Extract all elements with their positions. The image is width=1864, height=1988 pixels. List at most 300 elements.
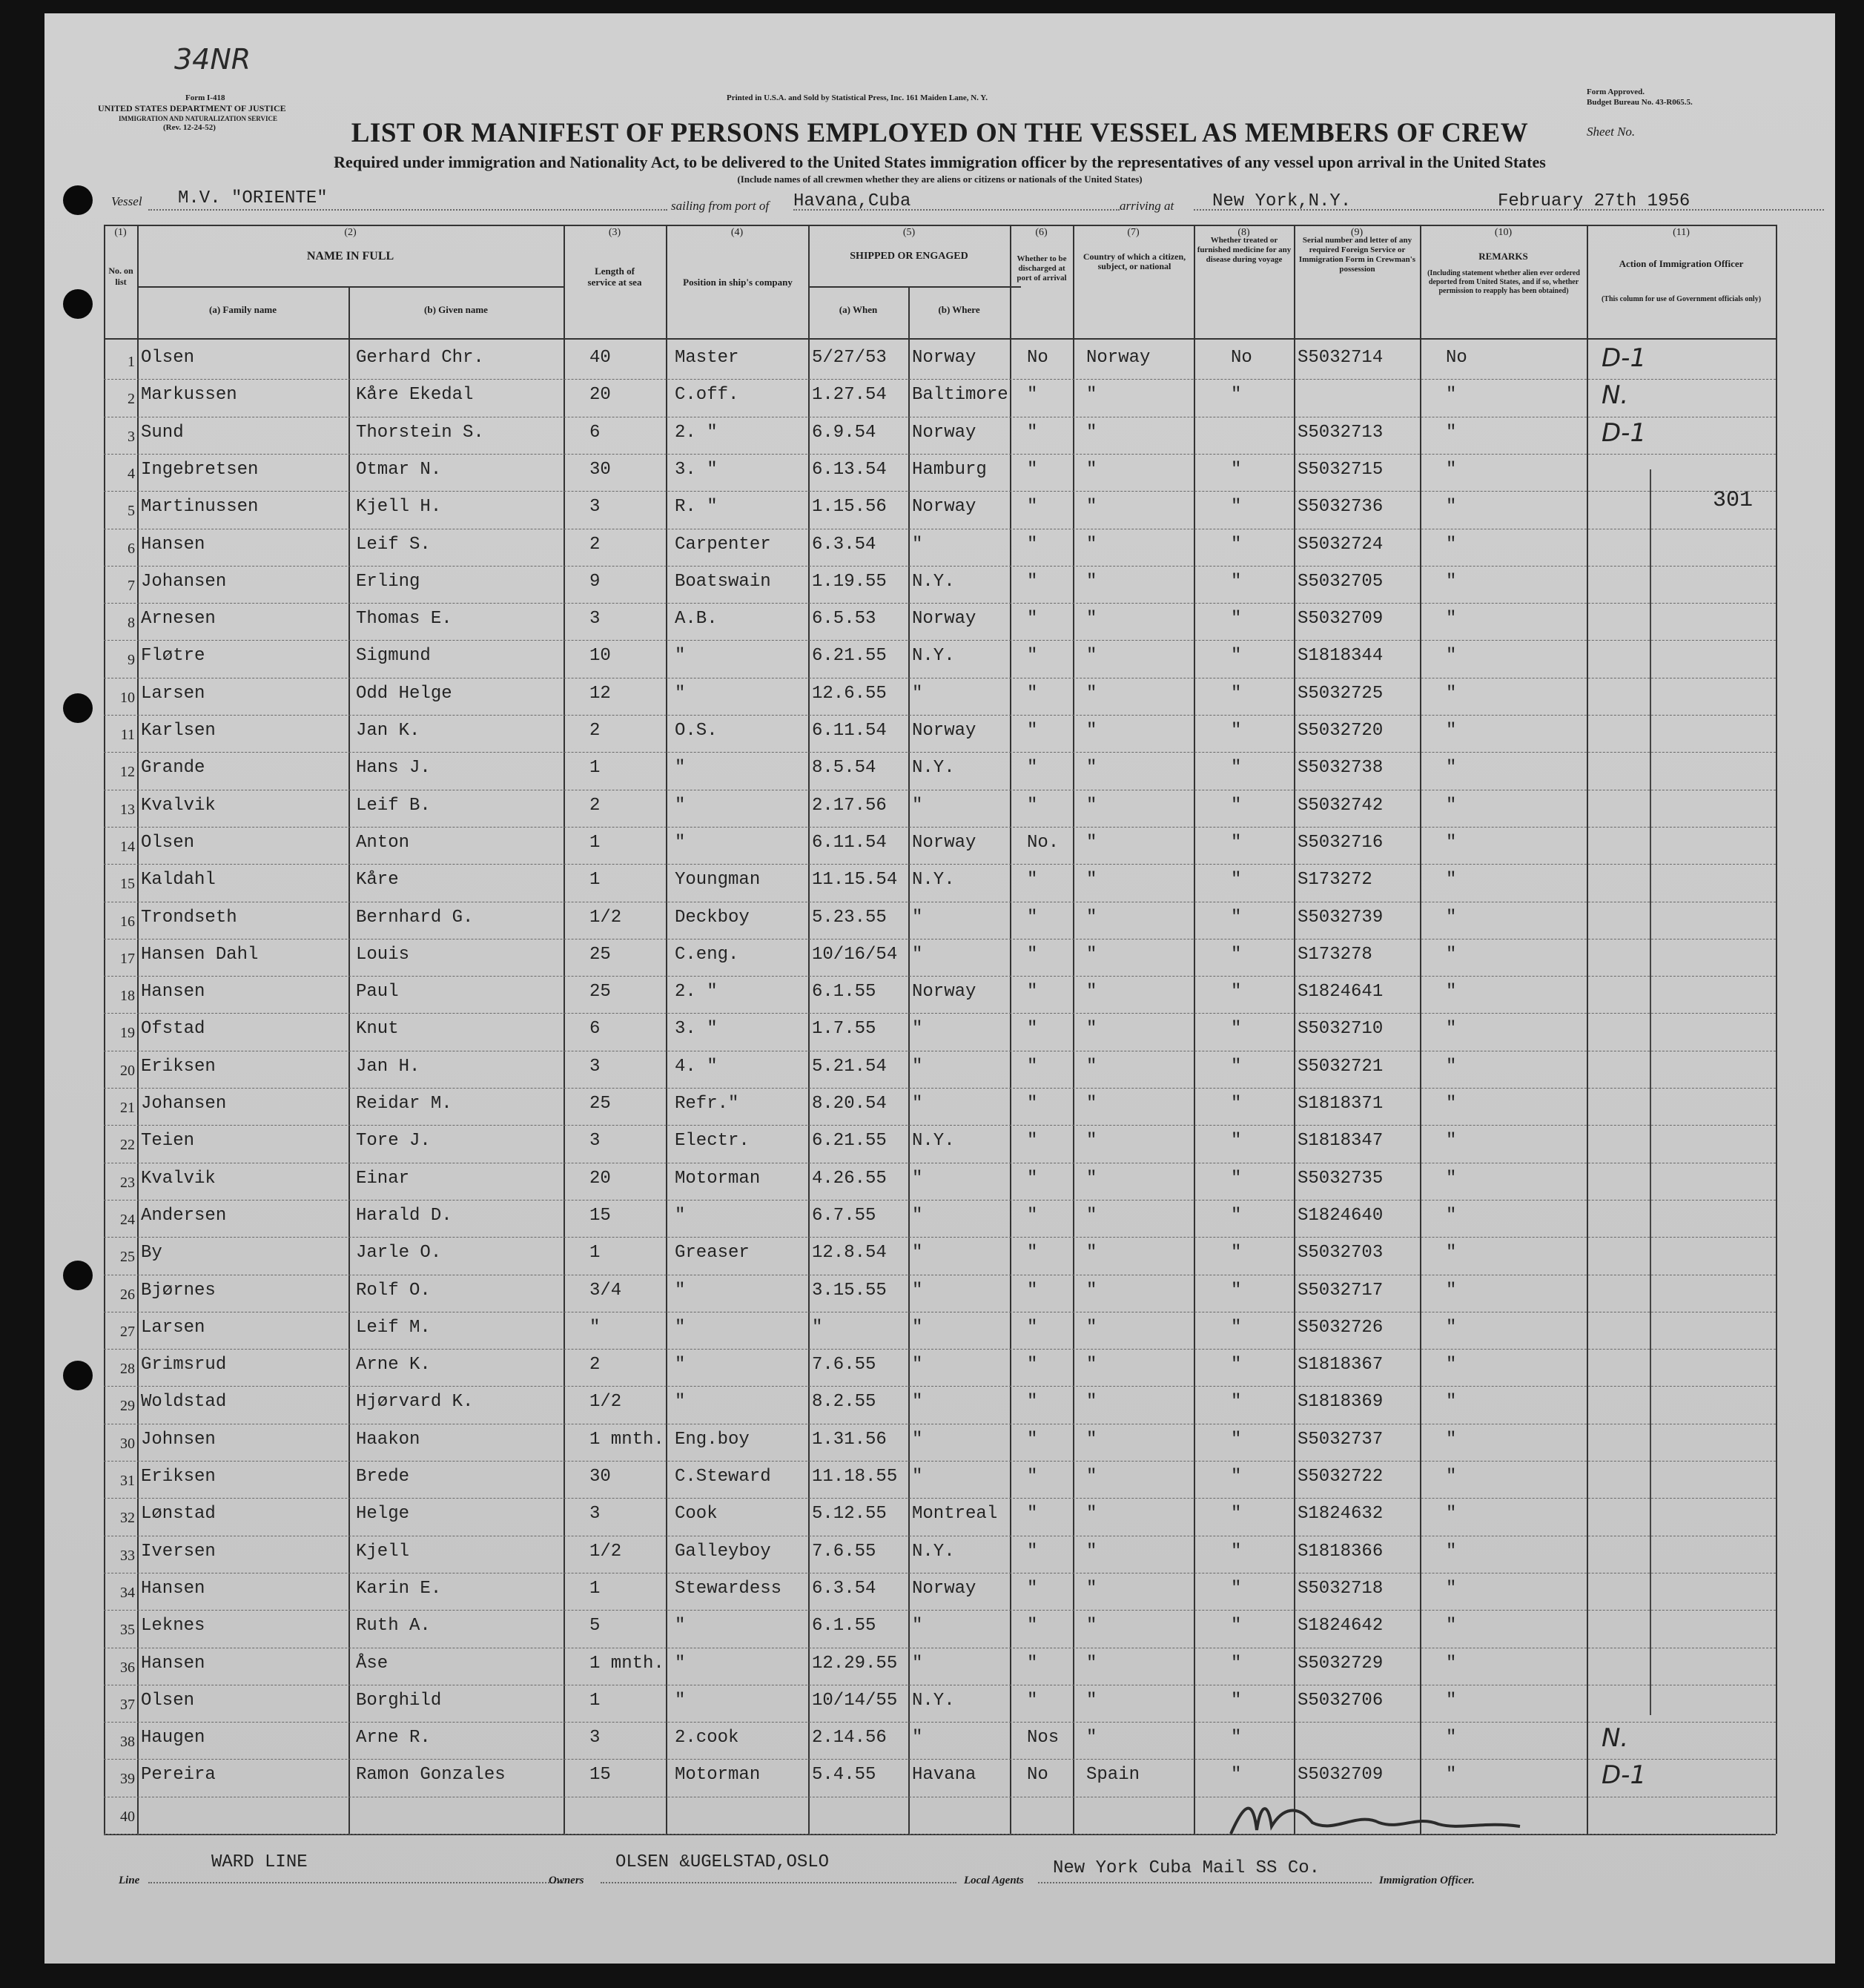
serial-number: S5032706 (1298, 1690, 1384, 1711)
length-of-service: 3/4 (589, 1280, 622, 1301)
shipped-where: " (912, 1317, 923, 1338)
length-of-service: 2 (589, 534, 601, 555)
shipped-when: 7.6.55 (812, 1541, 876, 1562)
family-name: Ingebretsen (141, 459, 259, 480)
discharged: " (1027, 1504, 1038, 1525)
serial-number: S1818367 (1298, 1355, 1384, 1376)
remarks: No (1446, 348, 1467, 368)
discharged: Nos (1027, 1728, 1060, 1748)
length-of-service: 1/2 (589, 907, 622, 928)
length-of-service: 1/2 (589, 1541, 622, 1562)
remarks: " (1446, 1429, 1457, 1450)
shipped-when: 6.3.54 (812, 534, 876, 555)
header-name: NAME IN FULL (306, 250, 394, 262)
shipped-where: Havana (912, 1765, 976, 1786)
serial-number: S1824642 (1298, 1616, 1384, 1637)
shipped-where: " (912, 1205, 923, 1226)
serial-number: S5032713 (1298, 422, 1384, 443)
family-name: Lønstad (141, 1504, 216, 1525)
position: 3. " (675, 459, 718, 480)
remarks: " (1446, 646, 1457, 667)
officer-label: Immigration Officer. (1379, 1875, 1475, 1886)
length-of-service: 20 (589, 385, 611, 406)
country: " (1086, 1019, 1097, 1040)
country: " (1086, 646, 1097, 667)
given-name: Helge (356, 1504, 410, 1525)
length-of-service: 1 (589, 1243, 601, 1264)
remarks: " (1446, 1280, 1457, 1301)
position: " (675, 1392, 686, 1413)
immigration-action: N. (1602, 1723, 1629, 1754)
family-name: Karlsen (141, 721, 216, 741)
department: UNITED STATES DEPARTMENT OF JUSTICE (98, 103, 286, 113)
remarks: " (1446, 944, 1457, 965)
shipped-when: 6.1.55 (812, 982, 876, 1003)
treated: " (1231, 1504, 1242, 1525)
remarks: " (1446, 1653, 1457, 1674)
row-number: 17 (120, 950, 135, 967)
shipped-where: Norway (912, 609, 976, 630)
serial-number: S5032709 (1298, 609, 1384, 630)
vessel-name: M.V. "ORIENTE" (178, 188, 328, 208)
shipped-where: Norway (912, 1578, 976, 1599)
country: " (1086, 907, 1097, 928)
serial-number: S5032720 (1298, 721, 1384, 741)
length-of-service: 1 (589, 758, 601, 779)
family-name: Olsen (141, 1690, 195, 1711)
punch-hole (63, 289, 93, 319)
shipped-where: " (912, 1168, 923, 1189)
serial-number: S1818369 (1298, 1392, 1384, 1413)
length-of-service: 3 (589, 1728, 601, 1748)
length-of-service: 1 (589, 1690, 601, 1711)
given-name: Gerhard Chr. (356, 348, 484, 368)
serial-number: S1824640 (1298, 1205, 1384, 1226)
remarks: " (1446, 832, 1457, 853)
shipped-where: N.Y. (912, 870, 955, 891)
row-number: 3 (128, 428, 135, 445)
treated: " (1231, 832, 1242, 853)
remarks: " (1446, 459, 1457, 480)
treated: " (1231, 571, 1242, 592)
serial-number: S5032724 (1298, 534, 1384, 555)
remarks: " (1446, 1616, 1457, 1637)
country: " (1086, 497, 1097, 518)
remarks: " (1446, 1243, 1457, 1264)
discharged: " (1027, 497, 1038, 518)
shipped-when: 2.17.56 (812, 795, 887, 816)
serial-number: S5032710 (1298, 1019, 1384, 1040)
given-name: Leif M. (356, 1317, 431, 1338)
shipped-where: Norway (912, 721, 976, 741)
shipped-when: 6.1.55 (812, 1616, 876, 1637)
serial-number: S5032735 (1298, 1168, 1384, 1189)
remarks: " (1446, 907, 1457, 928)
discharged: " (1027, 1429, 1038, 1450)
shipped-where: " (912, 1280, 923, 1301)
punch-hole (63, 693, 93, 723)
remarks: " (1446, 1019, 1457, 1040)
treated: " (1231, 1243, 1242, 1264)
given-name: Rolf O. (356, 1280, 431, 1301)
treated: " (1231, 1355, 1242, 1376)
remarks: " (1446, 1765, 1457, 1786)
header-length: Length of service at sea (587, 265, 642, 288)
family-name: Martinussen (141, 497, 259, 518)
family-name: Hansen (141, 534, 205, 555)
remarks: " (1446, 1355, 1457, 1376)
officer-signature (1223, 1793, 1535, 1845)
header-no: No. on list (108, 265, 133, 287)
serial-number: S5032736 (1298, 497, 1384, 518)
given-name: Borghild (356, 1690, 442, 1711)
shipped-where: " (912, 1243, 923, 1264)
shipped-when: 11.15.54 (812, 870, 898, 891)
row-number: 6 (128, 540, 135, 557)
position: Eng.boy (675, 1429, 750, 1450)
line-value: WARD LINE (211, 1852, 308, 1872)
treated: " (1231, 907, 1242, 928)
row-number: 40 (120, 1808, 135, 1825)
serial-number: S5032705 (1298, 571, 1384, 592)
row-number: 24 (120, 1211, 135, 1228)
position: Boatswain (675, 571, 771, 592)
row-number: 11 (120, 727, 135, 743)
shipped-where: " (912, 683, 923, 704)
treated: " (1231, 497, 1242, 518)
shipped-when: 7.6.55 (812, 1355, 876, 1376)
row-number: 15 (120, 876, 135, 893)
family-name: Hansen (141, 1578, 205, 1599)
discharged: " (1027, 459, 1038, 480)
position: Motorman (675, 1168, 761, 1189)
row-number: 35 (120, 1622, 135, 1639)
shipped-when: 5.4.55 (812, 1765, 876, 1786)
punch-hole (63, 1261, 93, 1290)
shipped-where: Norway (912, 832, 976, 853)
discharged: " (1027, 1131, 1038, 1152)
discharged: " (1027, 1019, 1038, 1040)
position: 3. " (675, 1019, 718, 1040)
row-number: 9 (128, 652, 135, 669)
given-name: Anton (356, 832, 410, 853)
country: " (1086, 1429, 1097, 1450)
discharged: " (1027, 1317, 1038, 1338)
position: " (675, 1653, 686, 1674)
shipped-where: " (912, 1728, 923, 1748)
position: Electr. (675, 1131, 750, 1152)
position: " (675, 1205, 686, 1226)
row-number: 26 (120, 1286, 135, 1303)
position: " (675, 832, 686, 853)
header-treated: Whether treated or furnished medicine for any disease during voyage (1197, 236, 1292, 264)
discharged: " (1027, 534, 1038, 555)
sheet-label: Sheet No. (1587, 125, 1636, 139)
length-of-service: 20 (589, 1168, 611, 1189)
remarks: " (1446, 1317, 1457, 1338)
side-note: 301 (1713, 488, 1754, 513)
shipped-when: 12.6.55 (812, 683, 887, 704)
country: " (1086, 1541, 1097, 1562)
length-of-service: 2 (589, 721, 601, 741)
shipped-when: 6.5.53 (812, 609, 876, 630)
row-number: 13 (120, 801, 135, 818)
given-name: Kåre (356, 870, 399, 891)
given-name: Thorstein S. (356, 422, 484, 443)
serial-number: S5032726 (1298, 1317, 1384, 1338)
serial-number: S1818366 (1298, 1541, 1384, 1562)
family-name: Woldstad (141, 1392, 227, 1413)
row-number: 20 (120, 1062, 135, 1079)
position: 4. " (675, 1056, 718, 1077)
given-name: Karin E. (356, 1578, 442, 1599)
shipped-where: Baltimore (912, 385, 1008, 406)
discharged: " (1027, 1541, 1038, 1562)
shipped-when: 10/16/54 (812, 944, 898, 965)
shipped-where: " (912, 1616, 923, 1637)
remarks: " (1446, 721, 1457, 741)
remarks: " (1446, 1504, 1457, 1525)
treated: " (1231, 609, 1242, 630)
shipped-when: 6.21.55 (812, 1131, 887, 1152)
shipped-where: " (912, 1392, 923, 1413)
shipped-where: " (912, 1467, 923, 1487)
row-number: 28 (120, 1361, 135, 1378)
family-name: Kaldahl (141, 870, 216, 891)
shipped-when: 12.29.55 (812, 1653, 898, 1674)
country: " (1086, 1653, 1097, 1674)
serial-number: S5032718 (1298, 1578, 1384, 1599)
row-number: 39 (120, 1771, 135, 1788)
immigration-action: D-1 (1602, 343, 1647, 373)
header-family: (a) Family name (209, 304, 277, 315)
position: Deckboy (675, 907, 750, 928)
row-number: 1 (128, 354, 135, 370)
discharged: No (1027, 1765, 1048, 1786)
shipped-when: 3.15.55 (812, 1280, 887, 1301)
length-of-service: " (589, 1317, 601, 1338)
family-name: By (141, 1243, 162, 1264)
treated: " (1231, 944, 1242, 965)
given-name: Jan H. (356, 1056, 420, 1077)
position: " (675, 1317, 686, 1338)
country: " (1086, 1355, 1097, 1376)
serial-number: S5032716 (1298, 832, 1384, 853)
treated: " (1231, 1205, 1242, 1226)
remarks: " (1446, 1056, 1457, 1077)
position: Galleyboy (675, 1541, 771, 1562)
punch-hole (63, 185, 93, 215)
given-name: Einar (356, 1168, 410, 1189)
shipped-where: " (912, 1056, 923, 1077)
arrival-date: February 27th 1956 (1498, 191, 1691, 211)
country: " (1086, 795, 1097, 816)
discharged: " (1027, 795, 1038, 816)
length-of-service: 1 (589, 870, 601, 891)
treated: " (1231, 1429, 1242, 1450)
length-of-service: 12 (589, 683, 611, 704)
position: Cook (675, 1504, 718, 1525)
remarks: " (1446, 982, 1457, 1003)
treated: " (1231, 1467, 1242, 1487)
owners-label: Owners (549, 1875, 584, 1886)
row-number: 37 (120, 1696, 135, 1713)
given-name: Erling (356, 571, 420, 592)
header-discharged: Whether to be discharged at port of arrival (1017, 254, 1067, 283)
serial-number: S173272 (1298, 870, 1372, 891)
shipped-when: 6.11.54 (812, 832, 887, 853)
family-name: Olsen (141, 348, 195, 368)
country: Spain (1086, 1765, 1140, 1786)
shipped-when: 6.9.54 (812, 422, 876, 443)
given-name: Sigmund (356, 646, 431, 667)
shipped-when: 5.21.54 (812, 1056, 887, 1077)
family-name: Fløtre (141, 646, 205, 667)
treated: " (1231, 1541, 1242, 1562)
position: Master (675, 348, 739, 368)
family-name: Larsen (141, 1317, 205, 1338)
country: " (1086, 1243, 1097, 1264)
header-shipped: SHIPPED OR ENGAGED (850, 251, 968, 262)
shipped-where: " (912, 534, 923, 555)
country: " (1086, 832, 1097, 853)
header-action: Action of Immigration Officer (1619, 258, 1744, 269)
header-where: (b) Where (938, 304, 980, 315)
row-number: 14 (120, 838, 135, 855)
country: " (1086, 1690, 1097, 1711)
country: " (1086, 944, 1097, 965)
immigration-action: N. (1602, 380, 1629, 411)
country: " (1086, 1392, 1097, 1413)
discharged: " (1027, 982, 1038, 1003)
given-name: Reidar M. (356, 1094, 452, 1114)
shipped-where: Norway (912, 348, 976, 368)
serial-number: S5032721 (1298, 1056, 1384, 1077)
sailing-label: sailing from port of (671, 199, 770, 213)
remarks: " (1446, 497, 1457, 518)
vessel-label: Vessel (111, 194, 142, 208)
treated: " (1231, 982, 1242, 1003)
given-name: Arne R. (356, 1728, 431, 1748)
treated: " (1231, 385, 1242, 406)
family-name: Johansen (141, 1094, 227, 1114)
length-of-service: 10 (589, 646, 611, 667)
arriving-label: arriving at (1120, 199, 1174, 213)
shipped-where: N.Y. (912, 1541, 955, 1562)
family-name: Haugen (141, 1728, 205, 1748)
discharged: " (1027, 1280, 1038, 1301)
treated: " (1231, 683, 1242, 704)
page-title: LIST OR MANIFEST OF PERSONS EMPLOYED ON THE VESSEL AS MEMBERS OF CREW (351, 118, 1529, 148)
row-number: 27 (120, 1323, 135, 1340)
country: " (1086, 870, 1097, 891)
given-name: Bernhard G. (356, 907, 474, 928)
length-of-service: 3 (589, 1056, 601, 1077)
shipped-where: " (912, 1429, 923, 1450)
country: " (1086, 1205, 1097, 1226)
discharged: " (1027, 870, 1038, 891)
given-name: Otmar N. (356, 459, 442, 480)
given-name: Jan K. (356, 721, 420, 741)
treated: " (1231, 1765, 1242, 1786)
treated: " (1231, 1578, 1242, 1599)
country: " (1086, 1131, 1097, 1152)
shipped-where: Norway (912, 422, 976, 443)
row-number: 8 (128, 615, 135, 632)
shipped-where: " (912, 795, 923, 816)
shipped-when: 6.11.54 (812, 721, 887, 741)
row-number: 10 (120, 689, 135, 706)
position: Youngman (675, 870, 761, 891)
family-name: Andersen (141, 1205, 227, 1226)
discharged: " (1027, 1467, 1038, 1487)
length-of-service: 15 (589, 1205, 611, 1226)
given-name: Paul (356, 982, 399, 1003)
header-serial: Serial number and letter of any required Foreign Service or Immigration Form in Crewman's possession (1298, 236, 1416, 274)
remarks: " (1446, 758, 1457, 779)
serial-number: S5032717 (1298, 1280, 1384, 1301)
position: Stewardess (675, 1578, 782, 1599)
row-number: 4 (128, 465, 135, 482)
treated: " (1231, 1392, 1242, 1413)
position: Carpenter (675, 534, 771, 555)
length-of-service: 3 (589, 609, 601, 630)
given-name: Leif S. (356, 534, 431, 555)
shipped-where: Montreal (912, 1504, 998, 1525)
treated: " (1231, 870, 1242, 891)
country: " (1086, 571, 1097, 592)
given-name: Ramon Gonzales (356, 1765, 506, 1786)
given-name: Kåre Ekedal (356, 385, 474, 406)
position: " (675, 1280, 686, 1301)
family-name: Hansen Dahl (141, 944, 259, 965)
length-of-service: 6 (589, 1019, 601, 1040)
length-of-service: 30 (589, 459, 611, 480)
serial-number: S173278 (1298, 944, 1372, 965)
discharged: " (1027, 721, 1038, 741)
form-approved: Form Approved. (1587, 87, 1645, 96)
length-of-service: 15 (589, 1765, 611, 1786)
length-of-service: 1 (589, 832, 601, 853)
row-number: 25 (120, 1249, 135, 1266)
immigration-action: D-1 (1602, 1760, 1647, 1791)
shipped-when: 1.27.54 (812, 385, 887, 406)
given-name: Kjell (356, 1541, 410, 1562)
treated: " (1231, 1094, 1242, 1114)
budget-bureau: Budget Bureau No. 43-R065.5. (1587, 98, 1693, 107)
country: " (1086, 1056, 1097, 1077)
header-position: Position in ship's company (683, 277, 793, 288)
family-name: Iversen (141, 1541, 216, 1562)
remarks: " (1446, 1541, 1457, 1562)
shipped-where: " (912, 944, 923, 965)
discharged: " (1027, 944, 1038, 965)
treated: " (1231, 1019, 1242, 1040)
length-of-service: 2 (589, 795, 601, 816)
remarks: " (1446, 534, 1457, 555)
row-number: 31 (120, 1473, 135, 1489)
given-name: Leif B. (356, 795, 431, 816)
header-country: Country of which a citizen, subject, or national (1083, 251, 1186, 271)
country: " (1086, 758, 1097, 779)
serial-number: S5032729 (1298, 1653, 1384, 1674)
length-of-service: 9 (589, 571, 601, 592)
discharged: " (1027, 1243, 1038, 1264)
country: " (1086, 534, 1097, 555)
country: " (1086, 1728, 1097, 1748)
serial-number: S1818344 (1298, 646, 1384, 667)
family-name: Grimsrud (141, 1355, 227, 1376)
